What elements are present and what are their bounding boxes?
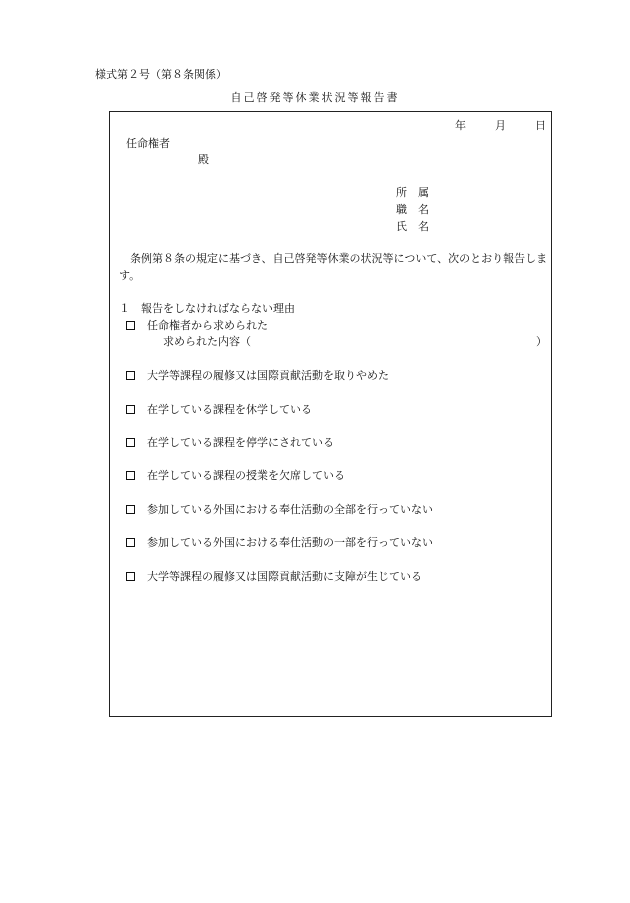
option-suspended[interactable]: [126, 434, 334, 450]
option-withdrew[interactable]: [126, 367, 389, 383]
option-label: 大学等課程の履修又は国際貢献活動を取りやめた: [147, 369, 389, 382]
option-volunteer-none[interactable]: [126, 501, 433, 517]
date-line: [455, 117, 546, 133]
date-year: 年: [455, 119, 466, 132]
checkbox-icon[interactable]: [126, 471, 135, 480]
document-title: 自己啓発等休業状況等報告書: [230, 91, 400, 104]
option-label: 大学等課程の履修又は国際貢献活動に支障が生じている: [147, 570, 422, 583]
option-label: 参加している外国における奉仕活動の一部を行っていない: [147, 536, 433, 549]
checkbox-icon[interactable]: [126, 438, 135, 447]
requested-content-label: 求められた内容（: [163, 335, 251, 348]
checkbox-icon[interactable]: [126, 538, 135, 547]
option-absent[interactable]: [126, 467, 345, 483]
option-label: 在学している課程を休学している: [147, 403, 312, 416]
honorific-label: 殿: [198, 153, 209, 166]
option-requested[interactable]: [126, 317, 268, 333]
date-month: 月: [495, 119, 506, 132]
affiliation-label: 所 属: [396, 186, 429, 199]
appointer-label: 任命権者: [126, 137, 170, 150]
option-label: 任命権者から求められた: [147, 319, 268, 332]
option-leave-of-absence[interactable]: [126, 401, 312, 417]
option-label: 在学している課程の授業を欠席している: [147, 469, 345, 482]
statement-body: 条例第８条の規定に基づき、自己啓発等休業の状況等について、次のとおり報告します。: [119, 252, 548, 282]
requested-content-close: ）: [536, 335, 547, 348]
checkbox-icon[interactable]: [126, 405, 135, 414]
statement-text: [119, 250, 549, 284]
name-label: 氏 名: [396, 220, 429, 233]
date-day: 日: [535, 119, 546, 132]
option-hindrance[interactable]: [126, 568, 422, 584]
option-label: 参加している外国における奉仕活動の全部を行っていない: [147, 503, 433, 516]
position-label: 職 名: [396, 203, 429, 216]
section-heading: １ 報告をしなければならない理由: [119, 302, 295, 315]
checkbox-icon[interactable]: [126, 505, 135, 514]
checkbox-icon[interactable]: [126, 371, 135, 380]
form-number-label: 様式第２号（第８条関係）: [95, 68, 227, 81]
checkbox-icon[interactable]: [126, 321, 135, 330]
checkbox-icon[interactable]: [126, 572, 135, 581]
option-label: 在学している課程を停学にされている: [147, 436, 334, 449]
option-volunteer-partial[interactable]: [126, 534, 433, 550]
